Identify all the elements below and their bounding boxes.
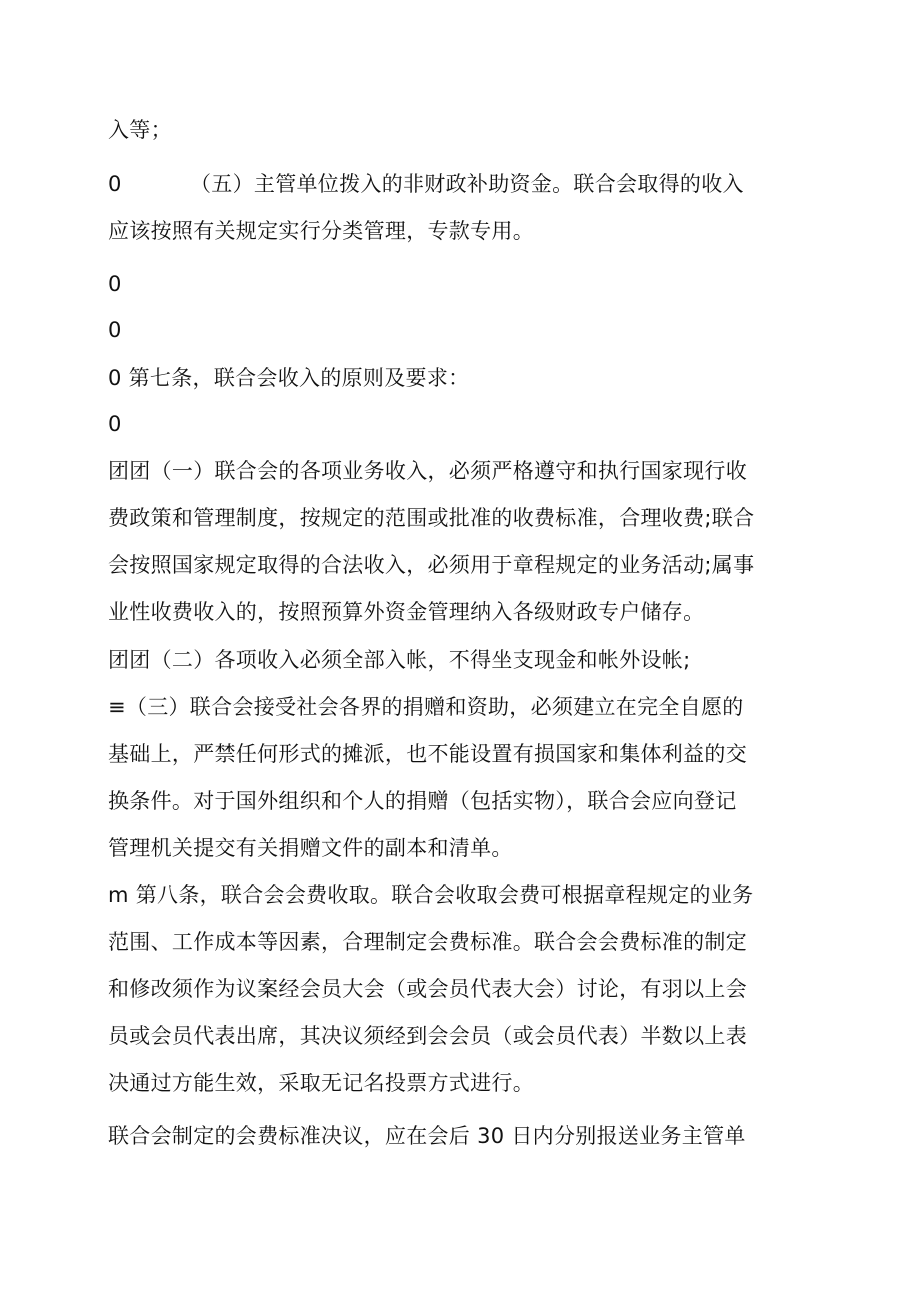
- text-line: 联合会制定的会费标准决议，应在会后 30 日内分别报送业务主管单: [108, 1124, 746, 1148]
- text-line: 入等；: [108, 118, 172, 142]
- text-line: 管理机关提交有关捐赠文件的副本和清单。: [108, 836, 513, 860]
- list-marker: 0: [108, 172, 122, 196]
- text-line: 基础上，严禁任何形式的摊派，也不能设置有损国家和集体利益的交: [108, 742, 747, 766]
- text-line: 应该按照有关规定实行分类管理，专款专用。: [108, 219, 534, 243]
- text-line-content: （五）主管单位拨入的非财政补助资金。联合会取得的收入: [190, 172, 744, 196]
- text-line: m 第八条，联合会会费收取。联合会收取会费可根据章程规定的业务: [108, 883, 754, 907]
- text-line: 团团（二）各项收入必须全部入帐，不得坐支现金和帐外设帐;: [108, 648, 691, 672]
- text-line: 和修改须作为议案经会员大会（或会员代表大会）讨论，有羽以上会: [108, 977, 747, 1001]
- text-line: 决通过方能生效，采取无记名投票方式进行。: [108, 1071, 534, 1095]
- text-line: 换条件。对于国外组织和个人的捐赠（包括实物），联合会应向登记: [108, 789, 737, 813]
- text-line: ≡（三）联合会接受社会各界的捐赠和资助，必须建立在完全自愿的: [108, 695, 744, 719]
- text-line: 范围、工作成本等因素，合理制定会费标准。联合会会费标准的制定: [108, 930, 747, 954]
- text-line: 0: [108, 318, 122, 342]
- text-line: 员或会员代表出席，其决议须经到会会员（或会员代表）半数以上表: [108, 1024, 747, 1048]
- text-line: 业性收费收入的，按照预算外资金管理纳入各级财政专户储存。: [108, 600, 705, 624]
- text-line: 0 第七条，联合会收入的原则及要求：: [108, 366, 470, 390]
- text-line: 团团（一）联合会的各项业务收入，必须严格遵守和执行国家现行收: [108, 459, 747, 483]
- text-line: [108, 169, 808, 199]
- text-line: 会按照国家规定取得的合法收入，必须用于章程规定的业务活动;属事: [108, 553, 755, 577]
- text-line: 费政策和管理制度，按规定的范围或批准的收费标准，合理收费;联合: [108, 506, 755, 530]
- text-line: 0: [108, 412, 122, 436]
- text-line: 0: [108, 272, 122, 296]
